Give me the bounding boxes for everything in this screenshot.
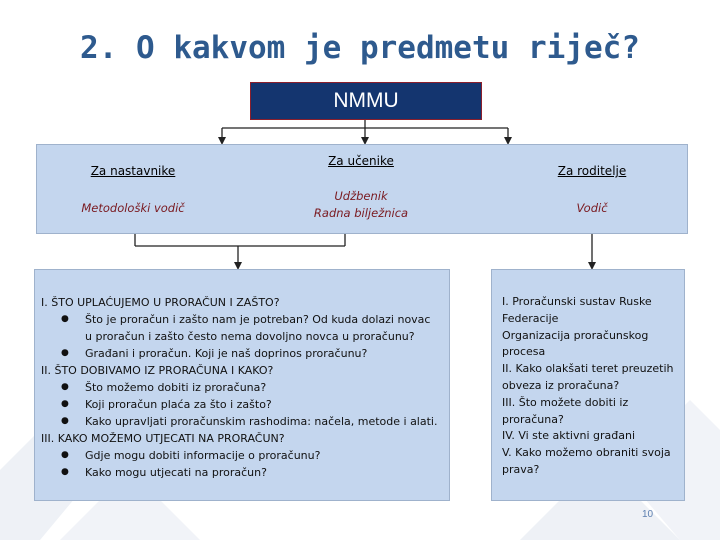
list-item xyxy=(41,447,443,464)
page-number: 10 xyxy=(642,509,654,520)
list-item xyxy=(41,379,443,396)
bullet-text-1a: Što je proračun i zašto nam je potreban? Od kuda dolazi novac xyxy=(85,313,431,326)
section-heading-3: III. KAKO MOŽEMO UTJECATI NA PRORAČUN? xyxy=(41,432,285,445)
bullet-icon: ● xyxy=(61,416,69,426)
right-line-7: III. Što možete dobiti iz xyxy=(502,395,629,409)
right-line-3: Organizacija proračunskog xyxy=(502,328,649,342)
bullet-icon: ● xyxy=(61,348,69,358)
list-item xyxy=(41,413,443,430)
subtitle-parents: Vodič xyxy=(576,201,608,215)
section-heading-2: II. ŠTO DOBIVAMO IZ PRORAČUNA I KAKO? xyxy=(41,364,274,377)
bullet-icon: ● xyxy=(61,314,69,324)
subtitle-students-1: Udžbenik xyxy=(334,189,388,203)
subtitle-students-2: Radna bilježnica xyxy=(313,206,409,220)
heading-teachers: Za nastavnike xyxy=(90,164,176,178)
right-line-11: prava? xyxy=(502,462,540,476)
bullet-text-2b: Koji proračun plaća za što i zašto? xyxy=(85,398,272,411)
right-line-10: V. Kako možemo obraniti svoja xyxy=(502,446,671,460)
right-line-2: Federacije xyxy=(502,311,559,325)
right-line-6: obveza iz proračuna? xyxy=(502,378,620,392)
page-title: 2. O kakvom je predmetu riječ? xyxy=(80,30,640,66)
bullet-text-3b: Kako mogu utjecati na proračun? xyxy=(85,466,267,479)
right-line-4: procesa xyxy=(502,345,546,359)
bullet-icon: ● xyxy=(61,382,69,392)
list-item xyxy=(41,345,443,362)
bullet-text-2c: Kako upravljati proračunskim rashodima: načela, metode i alati. xyxy=(85,415,438,428)
list-item xyxy=(41,464,443,481)
audience-band xyxy=(36,144,688,234)
right-line-9: IV. Vi ste aktivni građani xyxy=(502,429,635,443)
list-item xyxy=(41,396,443,413)
list-item xyxy=(41,311,443,328)
bullet-text-1b: Građani i proračun. Koji je naš doprinos proračunu? xyxy=(85,347,368,360)
curriculum-box-right xyxy=(491,269,685,501)
nmmu-header-box xyxy=(250,82,482,120)
bullet-text-2a: Što možemo dobiti iz proračuna? xyxy=(85,381,267,394)
section-heading-1: I. ŠTO UPLAĆUJEMO U PRORAČUN I ZAŠTO? xyxy=(41,296,280,309)
heading-parents: Za roditelje xyxy=(557,164,627,178)
bullet-text-3a: Gdje mogu dobiti informacije o proračunu? xyxy=(85,449,321,462)
bullet-text-1a-cont: u proračun i zašto često nema dovoljno novca u proračunu? xyxy=(85,330,415,343)
right-line-1: I. Proračunski sustav Ruske xyxy=(502,295,652,308)
heading-students: Za učenike xyxy=(328,154,394,168)
right-line-5: II. Kako olakšati teret preuzetih xyxy=(502,362,674,376)
bullet-icon: ● xyxy=(61,450,69,460)
bullet-icon: ● xyxy=(61,399,69,409)
list-item-continuation xyxy=(41,328,443,345)
subtitle-teachers: Metodološki vodič xyxy=(81,201,185,215)
bullet-icon: ● xyxy=(61,467,69,477)
right-line-8: proračuna? xyxy=(502,412,564,426)
curriculum-box-left xyxy=(34,269,450,501)
nmmu-label: NMMU xyxy=(333,89,399,112)
